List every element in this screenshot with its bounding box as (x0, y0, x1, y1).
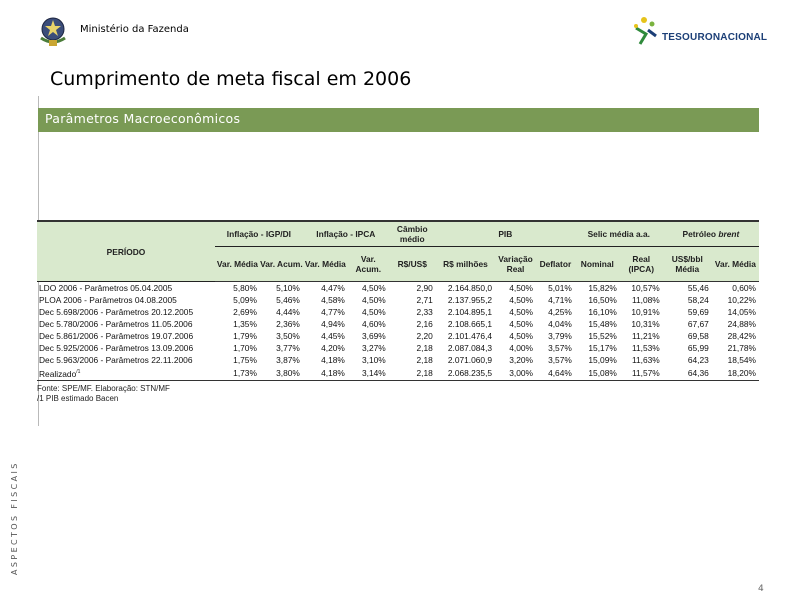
table-cell: 3,69% (362, 331, 386, 341)
table-cell: 16,50% (588, 295, 617, 305)
table-cell: 4,50% (509, 319, 533, 329)
table-cell: 2,16 (416, 319, 433, 329)
table-cell: 4,64% (536, 366, 575, 380)
subheader-igp-var-media: Var. Média (215, 247, 260, 282)
table-cell: 10,57% (620, 282, 663, 295)
row-label: Dec 5.861/2006 - Parâmetros 19.07.2006 (39, 331, 194, 341)
table-cell: 15,08% (575, 366, 620, 380)
table-cell: 4,47% (303, 282, 348, 295)
table-cell: 16,10% (588, 307, 617, 317)
table-cell: 18,54% (727, 355, 756, 365)
table-cell: 2,71 (416, 295, 433, 305)
table-cell: 64,36 (663, 366, 712, 380)
row-label: PLOA 2006 - Parâmetros 04.08.2005 (39, 295, 177, 305)
table-row (37, 330, 759, 342)
table-cell: 4,18% (303, 366, 348, 380)
table-cell: 4,50% (509, 295, 533, 305)
subheader-ipca-var-media: Var. Média (303, 247, 348, 282)
table-cell: 4,60% (362, 319, 386, 329)
table-cell: 4,00% (509, 343, 533, 353)
subheader-us-bbl: US$/bbl Média (663, 247, 712, 282)
table-row (37, 318, 759, 330)
subheader-deflator: Deflator (536, 247, 575, 282)
header-ipca: Inflação - IPCA (303, 221, 389, 247)
subheader-nominal: Nominal (575, 247, 620, 282)
table-cell: 4,50% (509, 307, 533, 317)
table-cell: 5,80% (215, 282, 260, 295)
table-cell: 10,31% (631, 319, 660, 329)
table-cell: 1,35% (233, 319, 257, 329)
table-row (37, 306, 759, 318)
table-cell: 4,18% (321, 355, 345, 365)
subheader-variacao-real: Variação Real (495, 247, 536, 282)
table-cell: 2,18 (416, 355, 433, 365)
table-cell: 1,79% (233, 331, 257, 341)
table-cell: 58,24 (687, 295, 709, 305)
table-cell: 4,58% (321, 295, 345, 305)
table-cell: 10,22% (727, 295, 756, 305)
table-cell: 4,71% (548, 295, 572, 305)
table-row (37, 354, 759, 366)
table-cell: 0,60% (712, 282, 759, 295)
table-footnote-pib: /1 PIB estimado Bacen (37, 393, 119, 403)
subheader-ipca-var-acum: Var. Acum. (348, 247, 389, 282)
table-cell: 67,67 (687, 319, 709, 329)
page-number: 4 (758, 584, 764, 594)
header-pib: PIB (436, 221, 575, 247)
table-cell: 2,36% (276, 319, 300, 329)
table-cell: 24,88% (727, 319, 756, 329)
table-cell: 3,50% (276, 331, 300, 341)
row-label: LDO 2006 - Parâmetros 05.04.2005 (37, 282, 215, 295)
table-cell: 2.137.955,2 (447, 295, 493, 305)
table-cell: 11,21% (631, 331, 660, 341)
row-label: Dec 5.925/2006 - Parâmetros 13.09.2006 (39, 343, 194, 353)
table-cell: 2,69% (233, 307, 257, 317)
table-cell: 3,20% (509, 355, 533, 365)
table-cell: 5,01% (536, 282, 575, 295)
row-label: Dec 5.780/2006 - Parâmetros 11.05.2006 (39, 319, 193, 329)
table-cell: 3,87% (276, 355, 300, 365)
table-cell: 69,58 (687, 331, 709, 341)
table-cell: 2,90 (389, 282, 436, 295)
table-cell: 4,94% (321, 319, 345, 329)
table-cell: 2.087.084,3 (447, 343, 493, 353)
table-cell: 59,69 (687, 307, 709, 317)
table-cell: 21,78% (727, 343, 756, 353)
table-cell: 11,63% (631, 355, 660, 365)
table-cell: 3,14% (348, 366, 389, 380)
table-cell: 3,80% (260, 366, 303, 380)
table-cell: 2.104.895,1 (447, 307, 493, 317)
table-row (37, 366, 759, 380)
row-label: Dec 5.963/2006 - Parâmetros 22.11.2006 (39, 355, 193, 365)
table-cell: 65,99 (687, 343, 709, 353)
table-cell: 4,50% (362, 295, 386, 305)
table-cell: 5,09% (233, 295, 257, 305)
table-cell: 11,53% (631, 343, 660, 353)
side-section-label: ASPECTOS FISCAIS (10, 461, 19, 575)
table-cell: 4,25% (548, 307, 572, 317)
table-cell: 3,57% (548, 343, 572, 353)
table-cell: 15,52% (588, 331, 617, 341)
table-cell: 5,46% (276, 295, 300, 305)
header-petroleo: Petróleo brent (663, 221, 759, 247)
table-cell: 2,18 (389, 366, 436, 380)
table-cell: 4,44% (276, 307, 300, 317)
subheader-real-ipca: Real (IPCA) (620, 247, 663, 282)
table-cell: 14,05% (727, 307, 756, 317)
subheader-rs-milhoes: R$ milhões (436, 247, 495, 282)
table-cell: 11,57% (620, 366, 663, 380)
section-title: Parâmetros Macroeconômicos (45, 111, 241, 126)
table-cell: 2.071.060,9 (447, 355, 493, 365)
header-periodo: PERÍODO (37, 221, 215, 282)
page-title: Cumprimento de meta fiscal em 2006 (50, 68, 412, 90)
header-cambio: Câmbio médio (389, 221, 436, 247)
table-cell: 3,57% (548, 355, 572, 365)
table-cell: 2.108.665,1 (447, 319, 493, 329)
table-cell: 15,82% (575, 282, 620, 295)
table-cell: 15,17% (588, 343, 617, 353)
table-row (37, 342, 759, 354)
table-cell: 28,42% (727, 331, 756, 341)
table-cell: 2.101.476,4 (447, 331, 493, 341)
table-footnote-source: Fonte: SPE/MF. Elaboração: STN/MF (37, 383, 170, 393)
table-cell: 1,70% (233, 343, 257, 353)
table-cell: 15,48% (588, 319, 617, 329)
table-cell: 10,91% (631, 307, 660, 317)
table-cell: 2.068.235,5 (436, 366, 495, 380)
subheader-rs-us: R$/US$ (389, 247, 436, 282)
table-cell: 4,50% (362, 307, 386, 317)
row-label: Dec 5.698/2006 - Parâmetros 20.12.2005 (39, 307, 194, 317)
table-cell: 4,50% (495, 282, 536, 295)
ministry-name: Ministério da Fazenda (80, 24, 189, 35)
table-cell: 18,20% (712, 366, 759, 380)
subheader-petroleo-var-media: Var. Média (712, 247, 759, 282)
coat-of-arms-icon (38, 16, 68, 48)
table-cell: 4,04% (548, 319, 572, 329)
table-group-header-row (37, 221, 759, 247)
row-label: Realizado$^{/1}$ (37, 366, 215, 380)
table-cell: 3,27% (362, 343, 386, 353)
table-cell: 11,08% (631, 295, 660, 305)
table-cell: 64,23 (687, 355, 709, 365)
table-cell: 5,10% (260, 282, 303, 295)
table-cell: 3,00% (495, 366, 536, 380)
table-cell: 4,45% (321, 331, 345, 341)
table-cell: 2,18 (416, 343, 433, 353)
table-cell: 4,50% (509, 331, 533, 341)
table-cell: 2,20 (416, 331, 433, 341)
table-cell: 3,10% (362, 355, 386, 365)
header-selic: Selic média a.a. (575, 221, 663, 247)
subheader-igp-var-acum: Var. Acum. (260, 247, 303, 282)
table-cell: 55,46 (663, 282, 712, 295)
table-cell: 1,73% (215, 366, 260, 380)
table-cell: 1,75% (233, 355, 257, 365)
table-row (37, 282, 759, 295)
table-cell: 4,20% (321, 343, 345, 353)
table-cell: 3,79% (548, 331, 572, 341)
table-cell: 2,33 (416, 307, 433, 317)
table-row (37, 294, 759, 306)
tesouro-nacional-wordmark: TESOURONACIONAL (662, 32, 768, 43)
table-cell: 4,77% (321, 307, 345, 317)
parameters-table (37, 220, 759, 404)
table-cell: 3,77% (276, 343, 300, 353)
table-cell: 4,50% (348, 282, 389, 295)
header-igp: Inflação - IGP/DI (215, 221, 303, 247)
table-cell: 2.164.850,0 (436, 282, 495, 295)
table-cell: 15,09% (588, 355, 617, 365)
